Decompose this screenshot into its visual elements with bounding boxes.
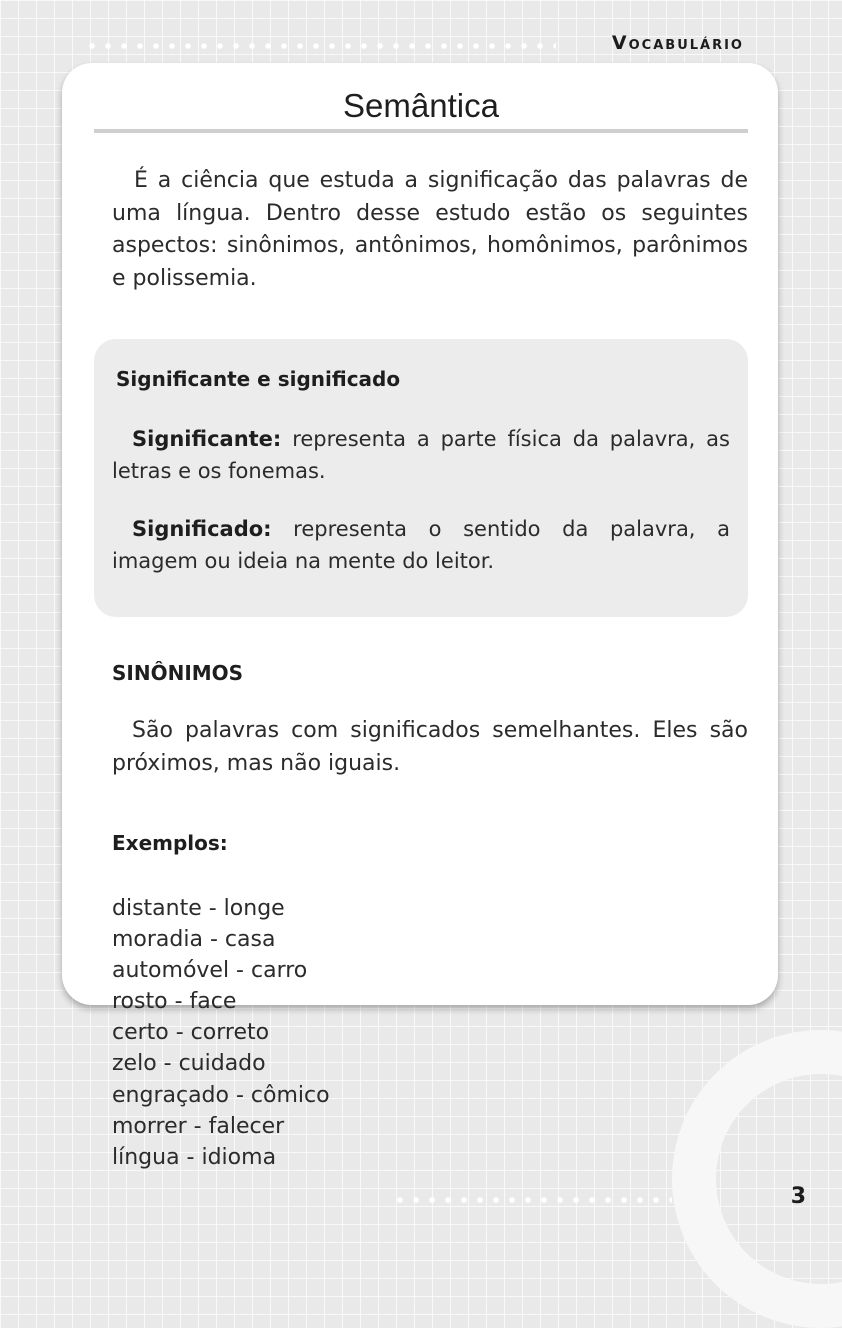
examples-list: [112, 893, 330, 1173]
definition-significante: [112, 423, 730, 487]
section-heading-sinonimos: SINÔNIMOS: [112, 661, 244, 685]
example-item: rosto - face: [112, 989, 237, 1015]
example-item: zelo - cuidado: [112, 1051, 266, 1077]
definition-text: representa o sentido da palavra, a imagem ou ideia na mente do leitor.: [112, 517, 730, 573]
page-number: 3: [790, 1184, 806, 1209]
example-item: morrer - falecer: [112, 1113, 285, 1139]
decorative-dots-top: [84, 42, 556, 50]
example-item: língua - idioma: [112, 1144, 277, 1170]
definition-box-title: Significante e significado: [116, 367, 401, 391]
example-item: engraçado - cômico: [112, 1082, 330, 1108]
example-item: automóvel - carro: [112, 958, 308, 984]
decorative-dots-bottom: [392, 1196, 672, 1204]
section-label: Vocabulário: [611, 32, 744, 54]
example-item: moradia - casa: [112, 927, 276, 953]
example-item: certo - correto: [112, 1020, 270, 1046]
sinonimos-paragraph: São palavras com significados semelhantes. Eles são próximos, mas não iguais.: [112, 718, 748, 776]
definition-term: Significado:: [132, 517, 272, 541]
definition-significado: [112, 513, 730, 577]
examples-label: Exemplos:: [112, 831, 228, 855]
definition-text: representa a parte física da palavra, as letras e os fonemas.: [112, 427, 730, 483]
decorative-ring: [672, 1030, 842, 1328]
intro-paragraph: É a ciência que estuda a significação das palavras de uma língua. Dentro desse estudo estão os seguintes aspectos: sinônimos, antônimos, homônimos, parônimos e polissemia.: [112, 168, 748, 291]
page-title: Semântica: [343, 87, 499, 124]
title-divider: [94, 129, 748, 133]
content-card: [62, 63, 778, 1170]
example-item: distante - longe: [112, 896, 285, 921]
definition-term: Significante:: [132, 427, 282, 451]
definition-box: [94, 339, 748, 617]
